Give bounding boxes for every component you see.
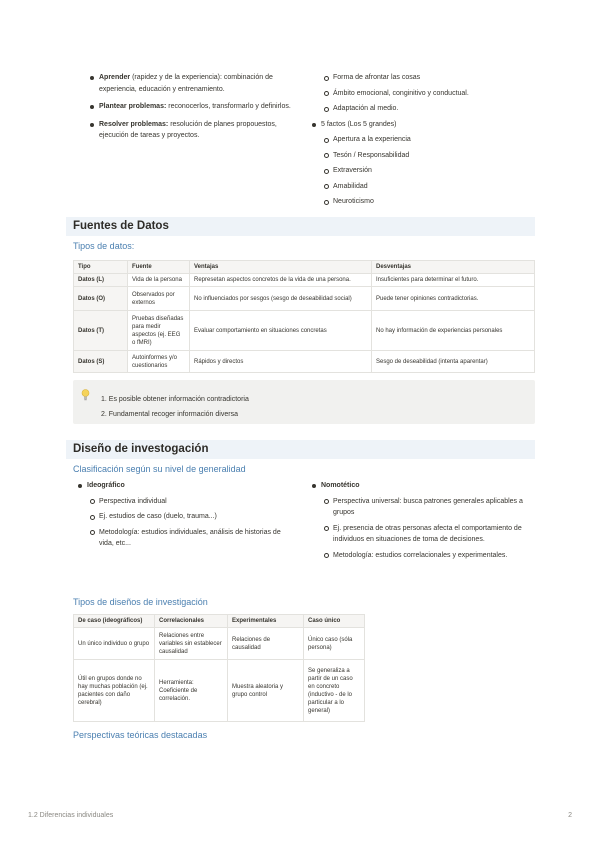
lightbulb-icon	[81, 389, 90, 401]
list-item: Ideográfico	[77, 480, 295, 492]
list-item: Perspectiva individual	[89, 496, 295, 508]
table-header: Experimentales	[228, 615, 304, 628]
table-header: De caso (ideográficos)	[74, 615, 155, 628]
list-item: Plantear problemas: reconocerlos, transformarlo y definirlos.	[89, 101, 304, 113]
list-item: Nomotético	[311, 480, 535, 492]
list-item: Ej. presencia de otras personas afecta el comportamiento de individuos en situaciones de toma de decisiones.	[323, 523, 535, 546]
table-header: Correlacionales	[155, 615, 228, 628]
table-header: Fuente	[128, 261, 190, 274]
section-heading-fuentes: Fuentes de Datos	[73, 220, 169, 232]
list-item: Resolver problemas: resolución de planes propouestos, ejecución de tareas y proyectos.	[89, 119, 304, 142]
top-left-list	[89, 72, 304, 148]
list-item: Apertura a la experiencia	[323, 134, 542, 146]
list-item: Metodología: estudios individuales, análisis de historias de vida, etc...	[89, 527, 295, 550]
subheading-perspectivas: Perspectivas teóricas destacadas	[73, 730, 208, 740]
callout	[73, 380, 535, 424]
page-number: 2	[568, 812, 572, 819]
table-row: Datos (O) Observados por externos No influenciados por sesgos (sesgo de deseabilidad social) Puede tener opiniones contradictorias.	[74, 287, 535, 311]
callout-list	[101, 392, 249, 422]
list-item: Tesón / Responsabilidad	[323, 150, 542, 162]
list-item: Adaptación al medio.	[323, 103, 542, 115]
design-types-table	[73, 614, 365, 722]
top-right-list	[322, 72, 542, 212]
subheading-clasificacion: Clasificación según su nivel de generalidad	[73, 464, 246, 474]
subheading-tipos-disenos: Tipos de diseños de investigación	[73, 597, 208, 607]
list-item: Extraversión	[323, 165, 542, 177]
list-item: Ámbito emocional, conginitivo y conductual.	[323, 88, 542, 100]
ideografico-list	[77, 480, 295, 554]
table-header: Tipo	[74, 261, 128, 274]
list-item: Aprender (rapidez y de la experiencia): combinación de experiencia, educación y entrenamiento.	[89, 72, 304, 95]
data-types-table	[73, 260, 535, 373]
list-item: Ej. estudios de caso (duelo, trauma...)	[89, 511, 295, 523]
list-item: Forma de afrontar las cosas	[323, 72, 542, 84]
list-item: 5 factos (Los 5 grandes)	[311, 119, 542, 131]
table-row: Datos (L) Vida de la persona Represetan aspectos concretos de la vida de una persona. Insuficientes para determinar el futuro.	[74, 274, 535, 287]
list-item: Amabilidad	[323, 181, 542, 193]
list-item: 1. Es posible obtener información contradictoria	[101, 396, 249, 403]
list-item: 2. Fundamental recoger información diversa	[101, 411, 238, 418]
list-item: Perspectiva universal: busca patrones generales aplicables a grupos	[323, 496, 535, 519]
table-row: Datos (T) Pruebas diseñadas para medir aspectos (ej. EEG o fMRI) Evaluar comportamiento en situaciones concretas No hay información de experiencias personales	[74, 311, 535, 351]
list-item: Metodología: estudios correlacionales y experimentales.	[323, 550, 535, 562]
table-row: Datos (S) Autoinformes y/o cuestionarios Rápidos y directos Sesgo de deseabilidad (intenta aparentar)	[74, 351, 535, 373]
table-header: Ventajas	[190, 261, 372, 274]
table-header: Desventajas	[372, 261, 535, 274]
table-header: Caso único	[304, 615, 365, 628]
list-item: Neuroticismo	[323, 196, 542, 208]
subheading-tipos-datos: Tipos de datos:	[73, 241, 135, 251]
table-row: Un único individuo o grupo Relaciones entre variables sin establecer causalidad Relaciones de causalidad Único caso (sóla persona)	[74, 628, 365, 660]
section-heading-diseno: Diseño de investogación	[73, 443, 209, 455]
table-row: Útil en grupos donde no hay muchas población (ej. pacientes con daño cerebral) Herramienta: Coeficiente de correlación. Muestra aleatoria y grupo control Se generaliza a partir de un caso en concreto (inductivo - de lo particular a lo general)	[74, 660, 365, 722]
nomotetico-list	[311, 480, 535, 565]
footer-title: 1.2 Diferencias individuales	[28, 812, 114, 819]
